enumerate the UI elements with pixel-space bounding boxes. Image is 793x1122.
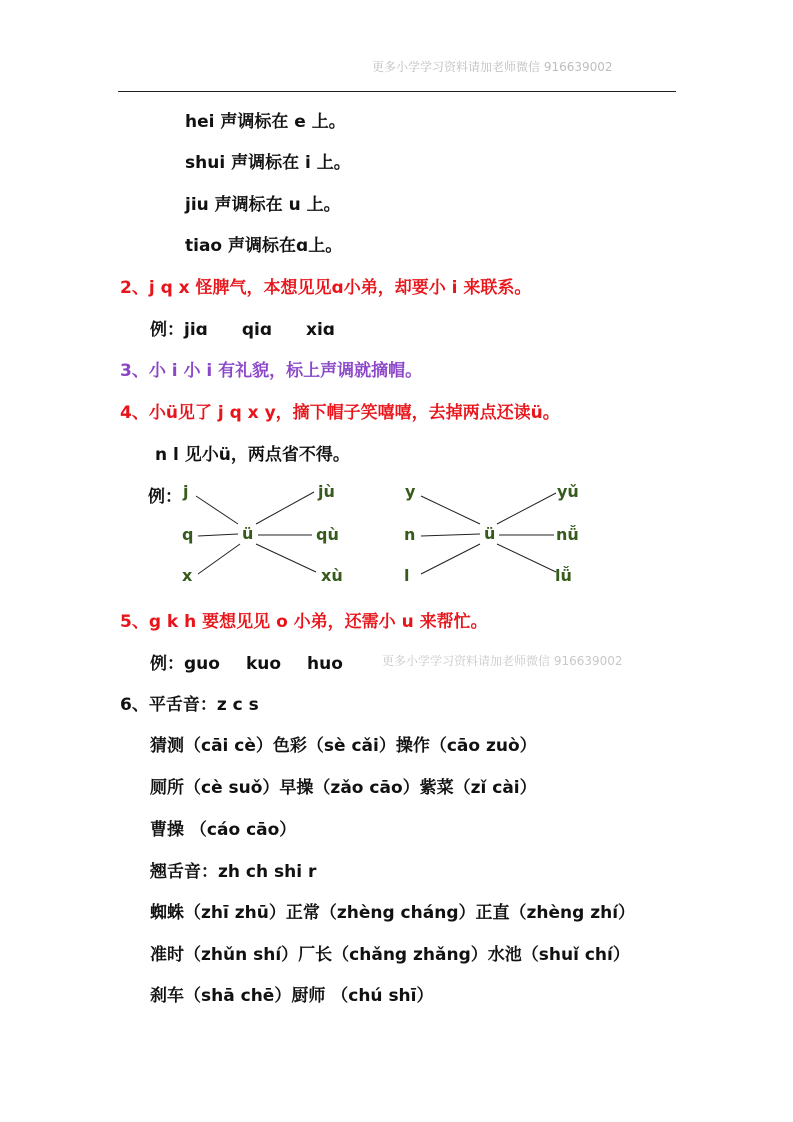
example-xia: xiɑ bbox=[306, 320, 335, 340]
initial-x: x bbox=[182, 566, 193, 585]
initial-y: y bbox=[405, 482, 416, 501]
result-yu: yǔ bbox=[557, 482, 579, 501]
result-qu: qù bbox=[316, 525, 339, 544]
tone-rule-hei: hei 声调标在 e 上。 bbox=[185, 112, 346, 132]
tone-rule-shui: shui 声调标在 i 上。 bbox=[185, 153, 351, 173]
result-xu: xù bbox=[321, 566, 343, 585]
rule5-examples bbox=[150, 649, 343, 674]
rule2-title: 2、j q x 怪脾气，本想见见ɑ小弟，却要小 i 来联系。 bbox=[120, 278, 532, 298]
example-label: 例： bbox=[150, 320, 184, 340]
rule4-example-label: 例： bbox=[148, 487, 182, 507]
center-u-left: ü bbox=[242, 524, 254, 543]
result-ju: jù bbox=[318, 482, 335, 501]
result-lu: lǚ bbox=[555, 566, 572, 585]
initial-n: n bbox=[404, 525, 416, 544]
example-huo: huo bbox=[307, 654, 343, 674]
example-qia: qiɑ bbox=[241, 320, 272, 340]
initial-q: q bbox=[182, 525, 194, 544]
rule4-nl-line: n l 见小ü，两点省不得。 bbox=[155, 445, 350, 465]
rule4-title: 4、小ü见了 j q x y，摘下帽子笑嘻嘻，去掉两点还读ü。 bbox=[120, 403, 560, 423]
initial-l: l bbox=[404, 566, 410, 585]
tone-rule-jiu: jiu 声调标在 u 上。 bbox=[185, 195, 341, 215]
example-kuo: kuo bbox=[245, 654, 282, 674]
word-line-2: 厕所（cè suǒ）早操（zǎo cāo）紫菜（zǐ cài） bbox=[150, 778, 537, 798]
word-line-3: 曹操 （cáo cāo） bbox=[150, 820, 297, 840]
center-u-right: ü bbox=[484, 524, 496, 543]
header-watermark: 更多小学学习资料请加老师微信 916639002 bbox=[372, 60, 613, 74]
example-label: 例： bbox=[150, 654, 184, 674]
word-line-4: 蜘蛛（zhī zhū）正常（zhèng cháng）正直（zhèng zhí） bbox=[150, 903, 636, 923]
initial-j: j bbox=[183, 482, 189, 501]
word-line-5: 准时（zhǔn shí）厂长（chǎng zhǎng）水池（shuǐ chí） bbox=[150, 945, 630, 965]
example-jia: jiɑ bbox=[184, 320, 208, 340]
rule3-title: 3、小 i 小 i 有礼貌，标上声调就摘帽。 bbox=[120, 361, 423, 381]
result-nu: nǚ bbox=[556, 525, 579, 544]
tone-rule-tiao: tiao 声调标在ɑ上。 bbox=[185, 236, 343, 256]
body-watermark: 更多小学学习资料请加老师微信 916639002 bbox=[382, 654, 623, 668]
retroflex-heading: 翘舌音：zh ch shi r bbox=[150, 862, 317, 882]
rule6-title: 6、平舌音：z c s bbox=[120, 695, 259, 715]
rule5-title: 5、g k h 要想见见 o 小弟，还需小 u 来帮忙。 bbox=[120, 612, 488, 632]
example-guo: guo bbox=[184, 654, 220, 674]
word-line-1: 猜测（cāi cè）色彩（sè cǎi）操作（cāo zuò） bbox=[150, 736, 537, 756]
word-line-6: 刹车（shā chē）厨师 （chú shī） bbox=[150, 986, 434, 1006]
